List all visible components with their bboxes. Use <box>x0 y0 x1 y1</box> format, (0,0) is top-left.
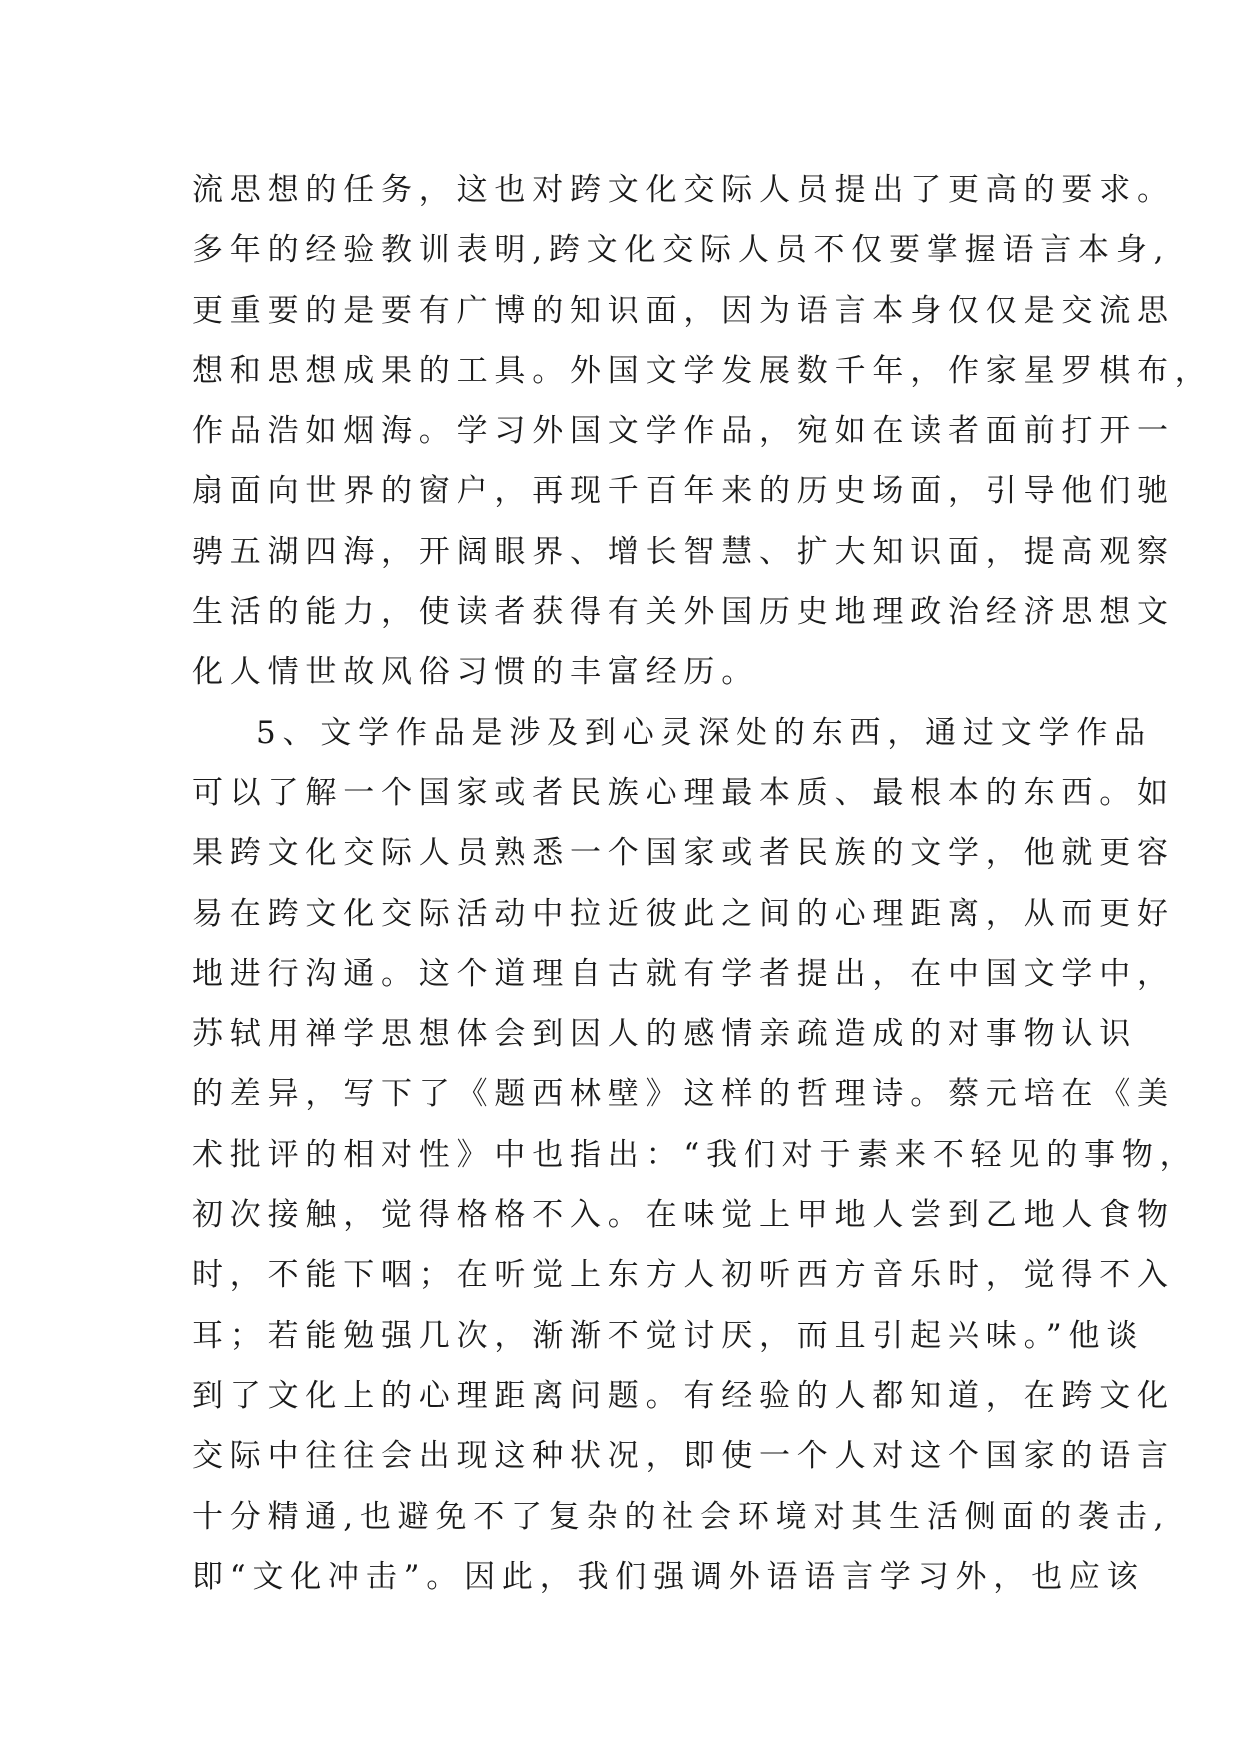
text-line-3: 更重要的是要有广博的知识面，因为语言本身仅仅是交流思 <box>192 292 1175 329</box>
text-line-4: 想和思想成果的工具。外国文学发展数千年，作家星罗棋布， <box>192 352 1213 389</box>
text-line-15: 苏轼用禅学思想体会到因人的感情亲疏造成的对事物认识 <box>192 1016 1137 1053</box>
text-line-9: 化人情世故风俗习惯的丰富经历。 <box>192 654 759 691</box>
text-line-7: 骋五湖四海，开阔眼界、增长智慧、扩大知识面，提高观察 <box>192 533 1175 570</box>
text-line-1: 流思想的任务，这也对跨文化交际人员提出了更高的要求。 <box>192 172 1175 208</box>
text-line-18: 初次接触，觉得格格不入。在味觉上甲地人尝到乙地人食物 <box>192 1197 1175 1234</box>
text-line-19: 时，不能下咽；在听觉上东方人初听西方音乐时，觉得不入 <box>192 1257 1175 1294</box>
text-line-6: 扇面向世界的窗户，再现千百年来的历史场面，引导他们驰 <box>192 473 1175 510</box>
text-line-24: 即“文化冲击”。因此，我们强调外语语言学习外，也应该 <box>192 1558 1145 1595</box>
text-line-13: 易在跨文化交际活动中拉近彼此之间的心理距离，从而更好 <box>192 895 1175 932</box>
text-line-23: 十分精通,也避免不了复杂的社会环境对其生活侧面的袭击, <box>192 1498 1171 1535</box>
text-line-5: 作品浩如烟海。学习外国文学作品，宛如在读者面前打开一 <box>192 413 1175 450</box>
text-line-17: 术批评的相对性》中也指出：“我们对于素来不轻见的事物， <box>192 1136 1198 1173</box>
text-line-8: 生活的能力，使读者获得有关外国历史地理政治经济思想文 <box>192 594 1175 631</box>
text-line-22: 交际中往往会出现这种状况，即使一个人对这个国家的语言 <box>192 1438 1175 1475</box>
text-line-20: 耳；若能勉强几次，渐渐不觉讨厌，而且引起兴味。”他谈 <box>192 1317 1145 1354</box>
text-line-21: 到了文化上的心理距离问题。有经验的人都知道，在跨文化 <box>192 1377 1175 1414</box>
paragraph-5-first-line: 5、文学作品是涉及到心灵深处的东西，通过文学作品 <box>256 714 1152 751</box>
text-line-12: 果跨文化交际人员熟悉一个国家或者民族的文学，他就更容 <box>192 835 1175 872</box>
text-line-16: 的差异，写下了《题西林壁》这样的哲理诗。蔡元培在《美 <box>192 1076 1175 1113</box>
body-text <box>192 160 1213 1607</box>
text-line-2: 多年的经验教训表明,跨文化交际人员不仅要掌握语言本身, <box>192 232 1171 269</box>
text-line-14: 地进行沟通。这个道理自古就有学者提出，在中国文学中， <box>192 955 1175 992</box>
text-line-11: 可以了解一个国家或者民族心理最本质、最根本的东西。如 <box>192 774 1175 811</box>
